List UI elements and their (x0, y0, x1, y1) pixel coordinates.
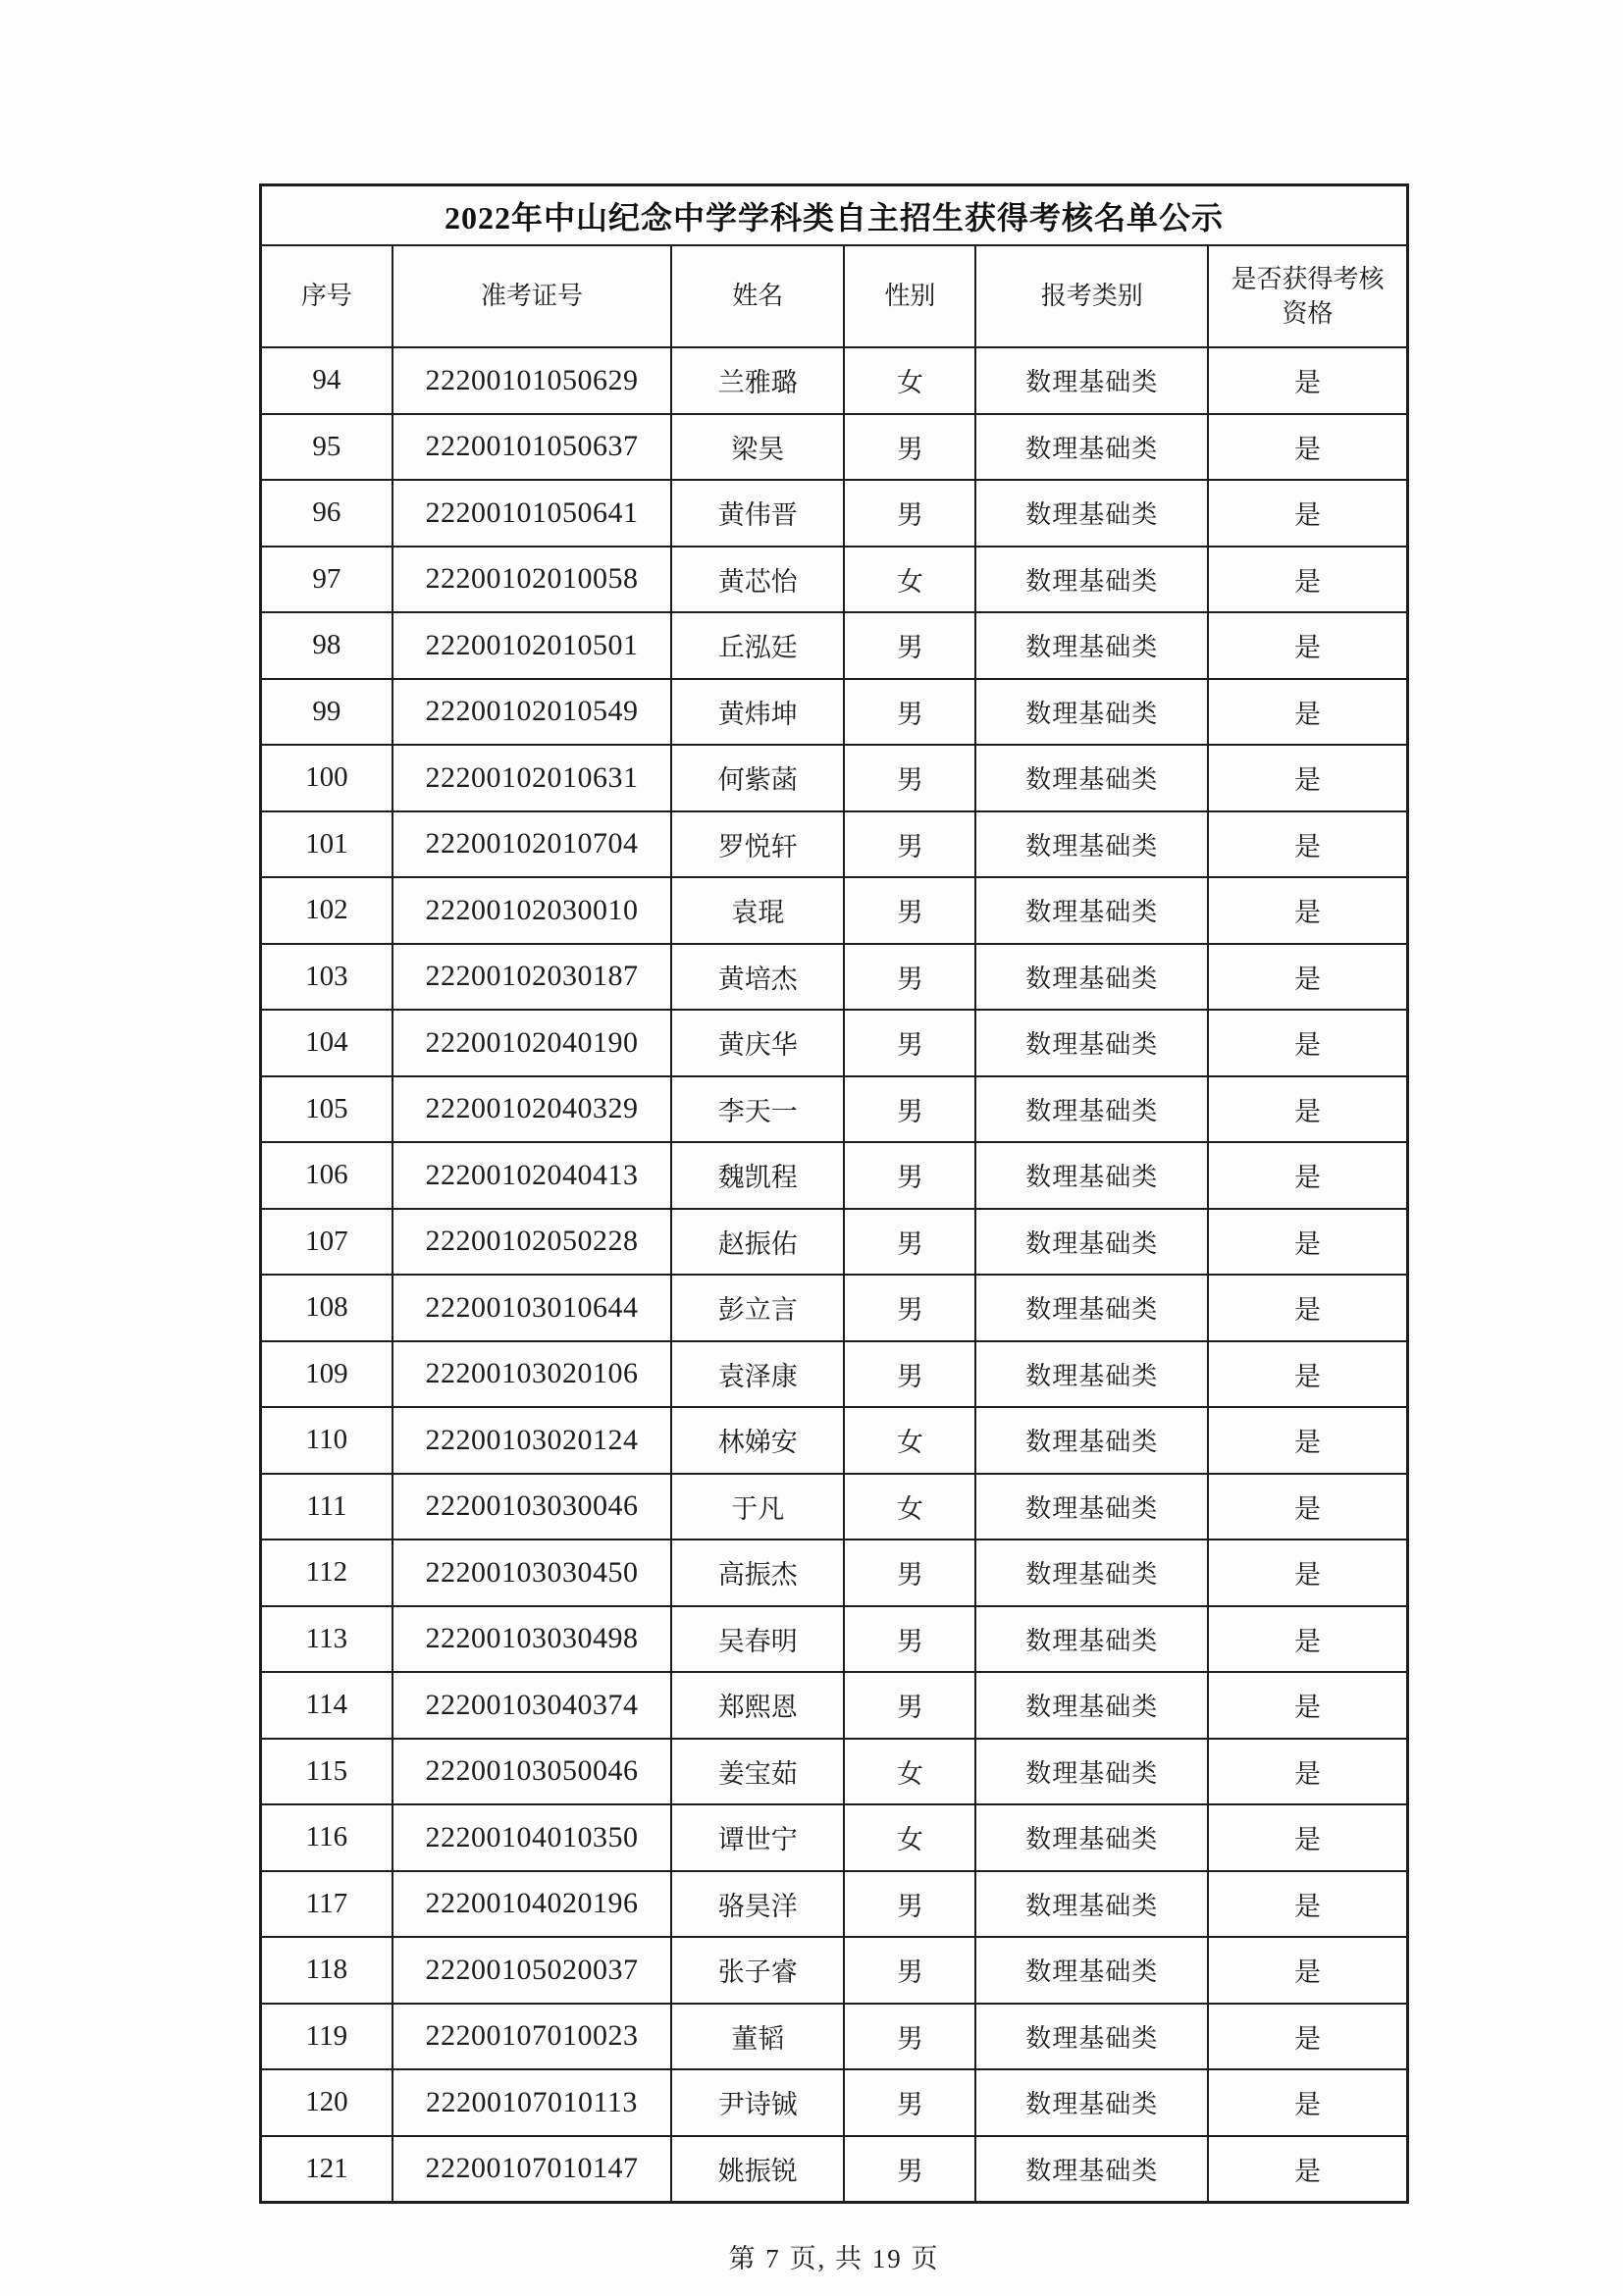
cell-ticket-number: 22200102040413 (392, 1143, 671, 1208)
cell-qualified: 是 (1207, 1342, 1406, 1407)
table-row (262, 1738, 1406, 1804)
cell-ticket-number: 22200103050046 (392, 1740, 671, 1804)
cell-ticket-number: 22200104020196 (392, 1872, 671, 1937)
cell-index: 121 (305, 2152, 348, 2184)
cell-name: 何紫菡 (670, 746, 843, 810)
cell-qualified: 是 (1207, 1607, 1406, 1672)
cell-gender: 男 (843, 1276, 974, 1340)
cell-qualified: 是 (1207, 746, 1406, 810)
cell-category: 数理基础类 (974, 812, 1207, 877)
cell-index: 100 (305, 761, 348, 794)
cell-index: 98 (312, 629, 341, 661)
cell-index: 103 (305, 960, 348, 992)
cell-qualified: 是 (1207, 1408, 1406, 1473)
cell-name: 于凡 (670, 1475, 843, 1539)
qualification-table (259, 183, 1409, 2204)
cell-index: 104 (305, 1026, 348, 1059)
cell-name: 黄炜坤 (670, 680, 843, 745)
cell-ticket-number: 22200102010704 (392, 812, 671, 877)
table-row (262, 2068, 1406, 2135)
table-row (262, 2135, 1406, 2202)
cell-name: 吴春明 (670, 1607, 843, 1672)
cell-category: 数理基础类 (974, 1408, 1207, 1473)
table-row (262, 546, 1406, 612)
cell-qualified: 是 (1207, 812, 1406, 877)
cell-name: 赵振佑 (670, 1210, 843, 1275)
cell-qualified: 是 (1207, 1011, 1406, 1075)
cell-name: 姚振锐 (670, 2137, 843, 2202)
cell-qualified: 是 (1207, 481, 1406, 546)
cell-category: 数理基础类 (974, 1011, 1207, 1075)
cell-qualified: 是 (1207, 1673, 1406, 1738)
cell-category: 数理基础类 (974, 1342, 1207, 1407)
cell-name: 梁昊 (670, 415, 843, 480)
cell-name: 尹诗铖 (670, 2070, 843, 2135)
cell-gender: 男 (843, 1143, 974, 1208)
table-header-row (262, 244, 1406, 346)
cell-qualified: 是 (1207, 1475, 1406, 1539)
cell-name: 兰雅璐 (670, 348, 843, 413)
cell-category: 数理基础类 (974, 1607, 1207, 1672)
cell-name: 黄庆华 (670, 1011, 843, 1075)
table-row (262, 1075, 1406, 1142)
cell-name: 袁琨 (670, 878, 843, 943)
table-row (262, 1141, 1406, 1208)
cell-category: 数理基础类 (974, 1673, 1207, 1738)
cell-gender: 女 (843, 348, 974, 413)
column-header-category: 报考类别 (974, 246, 1207, 346)
cell-category: 数理基础类 (974, 1872, 1207, 1937)
cell-gender: 男 (843, 746, 974, 810)
cell-ticket-number: 22200102010501 (392, 613, 671, 678)
cell-ticket-number: 22200102010631 (392, 746, 671, 810)
cell-category: 数理基础类 (974, 1540, 1207, 1605)
table-row (262, 1473, 1406, 1539)
cell-name: 骆昊洋 (670, 1872, 843, 1937)
cell-ticket-number: 22200103040374 (392, 1673, 671, 1738)
table-row (262, 1340, 1406, 1407)
cell-category: 数理基础类 (974, 1143, 1207, 1208)
cell-index: 113 (305, 1622, 348, 1654)
cell-name: 张子睿 (670, 1938, 843, 2003)
cell-gender: 女 (843, 1805, 974, 1870)
cell-name: 李天一 (670, 1077, 843, 1142)
cell-gender: 女 (843, 1475, 974, 1539)
cell-index: 114 (305, 1689, 348, 1721)
table-row (262, 876, 1406, 943)
column-header-index: 序号 (300, 282, 352, 311)
document-title: 2022年中山纪念中学学科类自主招生获得考核名单公示 (444, 199, 1224, 235)
cell-gender: 男 (843, 878, 974, 943)
cell-name: 黄伟晋 (670, 481, 843, 546)
cell-category: 数理基础类 (974, 878, 1207, 943)
cell-ticket-number: 22200103030498 (392, 1607, 671, 1672)
cell-qualified: 是 (1207, 1740, 1406, 1804)
table-row (262, 943, 1406, 1010)
cell-index: 119 (305, 2019, 348, 2052)
cell-category: 数理基础类 (974, 2005, 1207, 2069)
cell-category: 数理基础类 (974, 1475, 1207, 1539)
cell-qualified: 是 (1207, 348, 1406, 413)
table-body (262, 346, 1406, 2201)
cell-qualified: 是 (1207, 548, 1406, 612)
cell-category: 数理基础类 (974, 1210, 1207, 1275)
cell-gender: 男 (843, 1673, 974, 1738)
cell-index: 109 (305, 1357, 348, 1389)
cell-gender: 男 (843, 812, 974, 877)
cell-category: 数理基础类 (974, 746, 1207, 810)
cell-category: 数理基础类 (974, 2137, 1207, 2202)
cell-qualified: 是 (1207, 2070, 1406, 2135)
cell-gender: 男 (843, 415, 974, 480)
cell-gender: 男 (843, 945, 974, 1010)
table-row (262, 413, 1406, 480)
cell-category: 数理基础类 (974, 1276, 1207, 1340)
table-row (262, 611, 1406, 678)
cell-gender: 男 (843, 2005, 974, 2069)
table-row (262, 1936, 1406, 2003)
cell-ticket-number: 22200107010023 (392, 2005, 671, 2069)
cell-index: 111 (306, 1489, 347, 1522)
cell-name: 高振杰 (670, 1540, 843, 1605)
cell-qualified: 是 (1207, 1210, 1406, 1275)
cell-ticket-number: 22200102030010 (392, 878, 671, 943)
cell-gender: 男 (843, 2137, 974, 2202)
table-row (262, 1803, 1406, 1870)
cell-index: 120 (305, 2086, 348, 2118)
column-header-qualified: 是否获得考核资格 (1207, 246, 1406, 346)
cell-gender: 男 (843, 1607, 974, 1672)
cell-ticket-number: 22200102010549 (392, 680, 671, 745)
cell-gender: 女 (843, 1408, 974, 1473)
cell-index: 97 (312, 562, 341, 595)
table-row (262, 1870, 1406, 1937)
cell-qualified: 是 (1207, 613, 1406, 678)
cell-index: 110 (305, 1424, 348, 1456)
cell-name: 姜宝茹 (670, 1740, 843, 1804)
cell-ticket-number: 22200101050629 (392, 348, 671, 413)
cell-qualified: 是 (1207, 1143, 1406, 1208)
cell-gender: 男 (843, 1540, 974, 1605)
table-row (262, 479, 1406, 546)
cell-category: 数理基础类 (974, 1077, 1207, 1142)
column-header-name: 姓名 (670, 246, 843, 346)
cell-ticket-number: 22200103010644 (392, 1276, 671, 1340)
cell-qualified: 是 (1207, 1540, 1406, 1605)
cell-ticket-number: 22200107010147 (392, 2137, 671, 2202)
table-row (262, 1539, 1406, 1605)
cell-ticket-number: 22200103030046 (392, 1475, 671, 1539)
cell-gender: 男 (843, 1011, 974, 1075)
cell-qualified: 是 (1207, 1805, 1406, 1870)
cell-index: 95 (312, 430, 341, 462)
cell-ticket-number: 22200101050637 (392, 415, 671, 480)
cell-index: 117 (305, 1887, 348, 1919)
cell-ticket-number: 22200102040190 (392, 1011, 671, 1075)
table-row (262, 678, 1406, 745)
cell-ticket-number: 22200103020124 (392, 1408, 671, 1473)
table-row (262, 2003, 1406, 2069)
cell-index: 99 (312, 695, 341, 727)
cell-gender: 男 (843, 481, 974, 546)
cell-qualified: 是 (1207, 878, 1406, 943)
cell-category: 数理基础类 (974, 1938, 1207, 2003)
page-number-label: 第 7 页, 共 19 页 (728, 2244, 940, 2273)
cell-category: 数理基础类 (974, 1740, 1207, 1804)
cell-name: 彭立言 (670, 1276, 843, 1340)
cell-gender: 男 (843, 1210, 974, 1275)
cell-gender: 男 (843, 2070, 974, 2135)
cell-index: 116 (305, 1821, 348, 1853)
cell-name: 董韬 (670, 2005, 843, 2069)
cell-name: 魏凯程 (670, 1143, 843, 1208)
cell-name: 丘泓廷 (670, 613, 843, 678)
table-row (262, 744, 1406, 810)
cell-ticket-number: 22200103020106 (392, 1342, 671, 1407)
cell-ticket-number: 22200102010058 (392, 548, 671, 612)
cell-ticket-number: 22200105020037 (392, 1938, 671, 2003)
cell-name: 郑熙恩 (670, 1673, 843, 1738)
cell-category: 数理基础类 (974, 680, 1207, 745)
cell-gender: 男 (843, 1872, 974, 1937)
cell-index: 94 (312, 364, 341, 396)
cell-ticket-number: 22200107010113 (392, 2070, 671, 2135)
cell-gender: 女 (843, 548, 974, 612)
table-row (262, 810, 1406, 877)
cell-name: 谭世宁 (670, 1805, 843, 1870)
cell-index: 118 (305, 1954, 348, 1986)
cell-category: 数理基础类 (974, 348, 1207, 413)
cell-gender: 男 (843, 1342, 974, 1407)
cell-index: 115 (305, 1754, 348, 1787)
table-row (262, 1274, 1406, 1340)
cell-gender: 男 (843, 1077, 974, 1142)
cell-category: 数理基础类 (974, 613, 1207, 678)
cell-ticket-number: 22200102050228 (392, 1210, 671, 1275)
cell-qualified: 是 (1207, 1077, 1406, 1142)
cell-qualified: 是 (1207, 2005, 1406, 2069)
column-header-ticket-number: 准考证号 (392, 246, 671, 346)
cell-category: 数理基础类 (974, 945, 1207, 1010)
cell-category: 数理基础类 (974, 548, 1207, 612)
cell-ticket-number: 22200101050641 (392, 481, 671, 546)
column-header-gender: 性别 (843, 246, 974, 346)
cell-name: 袁泽康 (670, 1342, 843, 1407)
table-row (262, 1605, 1406, 1672)
cell-index: 102 (305, 894, 348, 926)
cell-qualified: 是 (1207, 1276, 1406, 1340)
cell-qualified: 是 (1207, 680, 1406, 745)
cell-gender: 女 (843, 1740, 974, 1804)
cell-gender: 男 (843, 1938, 974, 2003)
cell-category: 数理基础类 (974, 481, 1207, 546)
cell-name: 林娣安 (670, 1408, 843, 1473)
cell-index: 107 (305, 1225, 348, 1257)
cell-name: 黄芯怡 (670, 548, 843, 612)
table-row (262, 346, 1406, 413)
cell-ticket-number: 22200103030450 (392, 1540, 671, 1605)
cell-index: 108 (305, 1291, 348, 1324)
cell-qualified: 是 (1207, 1938, 1406, 2003)
cell-qualified: 是 (1207, 1872, 1406, 1937)
cell-gender: 男 (843, 613, 974, 678)
cell-qualified: 是 (1207, 415, 1406, 480)
cell-name: 黄培杰 (670, 945, 843, 1010)
cell-ticket-number: 22200102030187 (392, 945, 671, 1010)
cell-category: 数理基础类 (974, 415, 1207, 480)
cell-ticket-number: 22200102040329 (392, 1077, 671, 1142)
cell-ticket-number: 22200104010350 (392, 1805, 671, 1870)
cell-category: 数理基础类 (974, 2070, 1207, 2135)
cell-index: 101 (305, 827, 348, 860)
cell-qualified: 是 (1207, 945, 1406, 1010)
table-row (262, 1208, 1406, 1275)
cell-name: 罗悦轩 (670, 812, 843, 877)
cell-category: 数理基础类 (974, 1805, 1207, 1870)
cell-index: 96 (312, 496, 341, 529)
table-row (262, 1671, 1406, 1738)
cell-index: 106 (305, 1159, 348, 1191)
cell-gender: 男 (843, 680, 974, 745)
cell-index: 105 (305, 1092, 348, 1124)
cell-index: 112 (305, 1556, 348, 1589)
table-row (262, 1009, 1406, 1075)
table-row (262, 1406, 1406, 1473)
cell-qualified: 是 (1207, 2137, 1406, 2202)
